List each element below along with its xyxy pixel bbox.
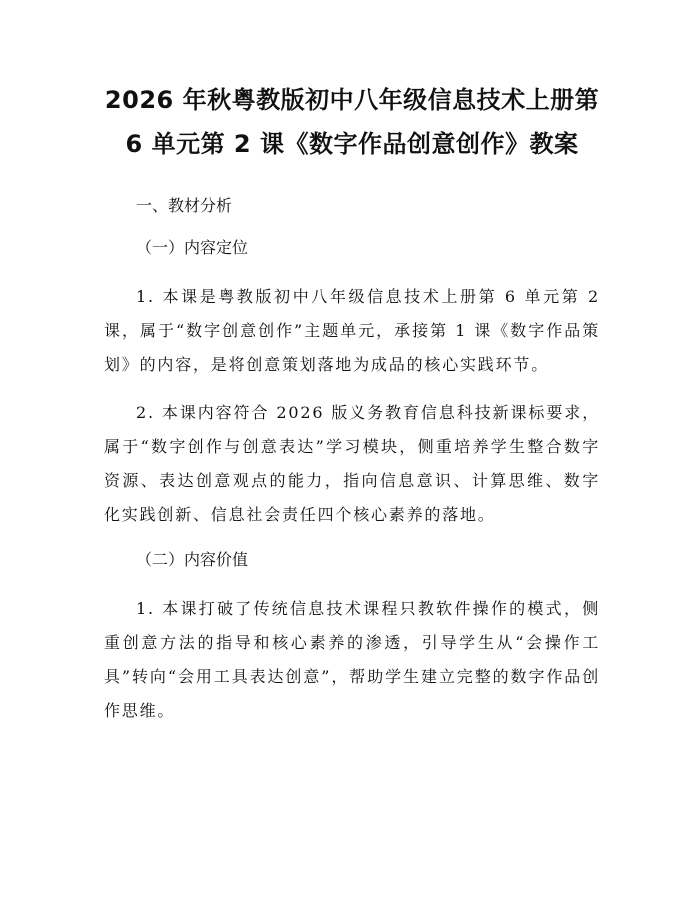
paragraph-positioning-2: 2. 本课内容符合 2026 版义务教育信息科技新课标要求，属于“数字创作与创意表达”学习模块，侧重培养学生整合数字资源、表达创意观点的能力，指向信息意识、计算思维、数字化实践创新、信息社会责任四个核心素养的落地。 xyxy=(104,403,600,524)
document-title xyxy=(104,78,600,166)
title-line-1: 2026 年秋粤教版初中八年级信息技术上册第 xyxy=(104,86,600,114)
title-line-2: 6 单元第 2 课《数字作品创意创作》教案 xyxy=(125,130,579,158)
paragraph-value-1: 1. 本课打破了传统信息技术课程只教软件操作的模式，侧重创意方法的指导和核心素养的渗透，引导学生从“会操作工具”转向“会用工具表达创意”，帮助学生建立完整的数字作品创作思维。 xyxy=(104,599,600,720)
subsection-heading-content-value: （二）内容价值 xyxy=(136,550,249,569)
paragraph-positioning-1: 1. 本课是粤教版初中八年级信息技术上册第 6 单元第 2 课，属于“数字创意创作”主题单元，承接第 1 课《数字作品策划》的内容，是将创意策划落地为成品的核心实践环节。 xyxy=(104,287,600,374)
section-heading-teaching-material-analysis: 一、教材分析 xyxy=(136,196,233,215)
subsection-heading-content-positioning: （一）内容定位 xyxy=(136,238,249,257)
